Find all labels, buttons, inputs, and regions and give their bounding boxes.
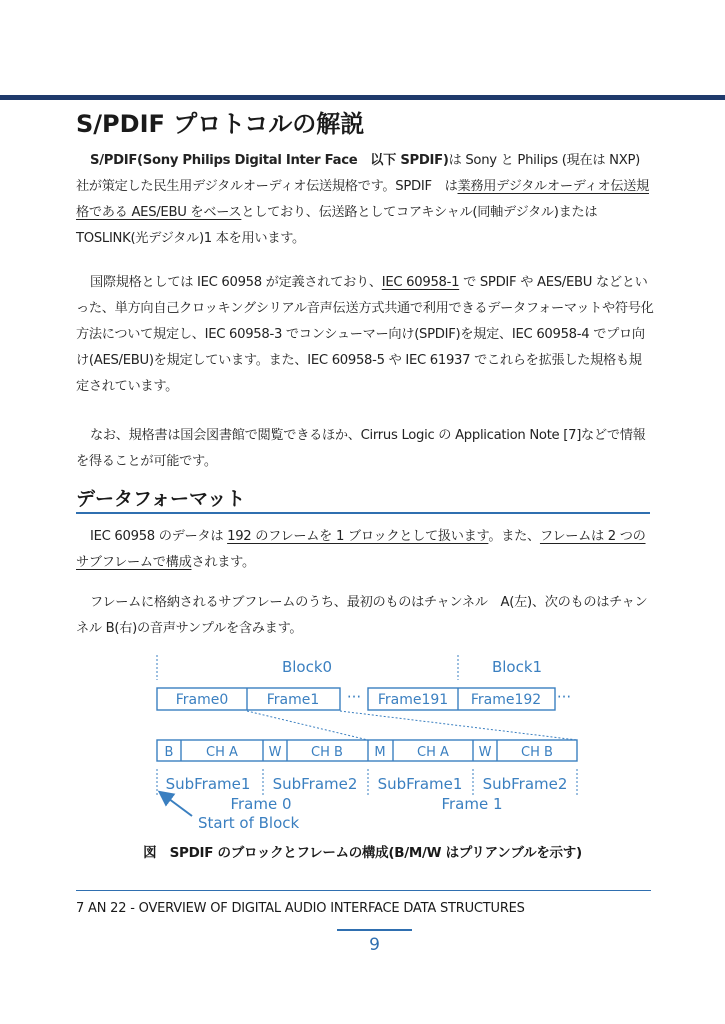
intro-text-1: は Sony と Philips (現在は NXP) 社が策定した民生用デジタルオーディオ伝送規格です。SPDIF は <box>76 153 640 194</box>
frames-underline-1: 192 のフレームを 1 ブロックとして扱います <box>227 529 489 544</box>
frame1-label: Frame 1 <box>441 795 503 813</box>
intro-paragraph <box>76 148 654 252</box>
channel-a-cell: CH A <box>417 745 449 760</box>
subframes-paragraph <box>76 590 654 642</box>
frames-text-1: IEC 60958 のデータは <box>90 529 228 544</box>
ellipsis: ··· <box>346 688 362 706</box>
preamble-w: W <box>478 745 492 760</box>
frame-label: Frame1 <box>266 692 320 708</box>
intro-underline: 業務用デジタルオーディオ伝送規格である AES/EBU をベース <box>76 179 649 220</box>
standards-paragraph <box>76 270 654 400</box>
frames-text-2: 。また、 <box>488 529 540 544</box>
spdif-structure-diagram <box>150 650 590 835</box>
block1-label: Block1 <box>491 658 543 676</box>
start-of-block-label: Start of Block <box>198 814 300 832</box>
standards-underline: IEC 60958-1 <box>381 275 460 290</box>
expansion-line <box>340 711 577 740</box>
frames-paragraph <box>76 524 654 576</box>
section-heading: データフォーマット <box>76 488 246 510</box>
frame0-label: Frame 0 <box>230 795 292 813</box>
channel-b-cell: CH B <box>521 745 553 760</box>
page-title: S/PDIF プロトコルの解説 <box>76 110 365 138</box>
preamble-b: B <box>164 745 174 760</box>
block0-label: Block0 <box>281 658 333 676</box>
reference-text: なお、規格書は国会図書館で閲覧できるほか、Cirrus Logic の Application Note [7]などで情報を得ることが可能です。 <box>76 428 646 469</box>
standards-text-2: で SPDIF や AES/EBU などといった、単方向自己クロッキングシリアル音声伝送方式共通で利用できるデータフォーマットや符号化方法について規定し、IEC 60958-3 でコンシューマー向け(SPDIF)を規定、IEC 60958-4 でプロ向け(AES/EBU)を規定しています。また、IEC 60958-5 や IEC 61937 でこれらを拡張した規格も規定されています。 <box>76 275 654 394</box>
page-number-rule <box>337 929 412 931</box>
figure-caption: 図 SPDIF のブロックとフレームの構成(B/M/W はプリアンブルを示す) <box>143 845 582 861</box>
frames-underline-2: フレームは 2 つのサブフレームで構成 <box>76 529 646 570</box>
channel-a-cell: CH A <box>206 745 238 760</box>
subframe2-label: SubFrame2 <box>272 775 358 793</box>
footer-text: 7 AN 22 - OVERVIEW OF DIGITAL AUDIO INTERFACE DATA STRUCTURES <box>76 901 525 916</box>
start-arrow-icon <box>161 793 192 816</box>
subframe1-label: SubFrame1 <box>377 775 463 793</box>
subframe2-label: SubFrame2 <box>482 775 568 793</box>
frame-label: Frame0 <box>175 692 229 708</box>
section-rule <box>76 512 650 514</box>
standards-text-1: 国際規格としては IEC 60958 が定義されており、 <box>90 275 382 290</box>
preamble-m: M <box>374 745 386 760</box>
page-number: 9 <box>369 935 380 955</box>
top-rule <box>0 95 725 100</box>
preamble-w: W <box>268 745 282 760</box>
ellipsis: ··· <box>556 688 572 706</box>
intro-lead: S/PDIF(Sony Philips Digital Inter Face 以下 SPDIF) <box>90 153 449 168</box>
subframe1-label: SubFrame1 <box>165 775 251 793</box>
intro-text-2: としており、伝送路としてコアキシャル(同軸デジタル)または TOSLINK(光デジタル)1 本を用います。 <box>76 205 598 246</box>
footer-rule <box>76 890 651 891</box>
channel-b-cell: CH B <box>311 745 343 760</box>
expansion-line <box>247 711 368 740</box>
frame-label: Frame192 <box>470 692 542 708</box>
frame-label: Frame191 <box>377 692 449 708</box>
frames-text-3: されます。 <box>191 555 255 570</box>
reference-paragraph <box>76 423 654 475</box>
subframes-text: フレームに格納されるサブフレームのうち、最初のものはチャンネル A(左)、次のものはチャンネル B(右)の音声サンプルを含みます。 <box>76 595 648 636</box>
